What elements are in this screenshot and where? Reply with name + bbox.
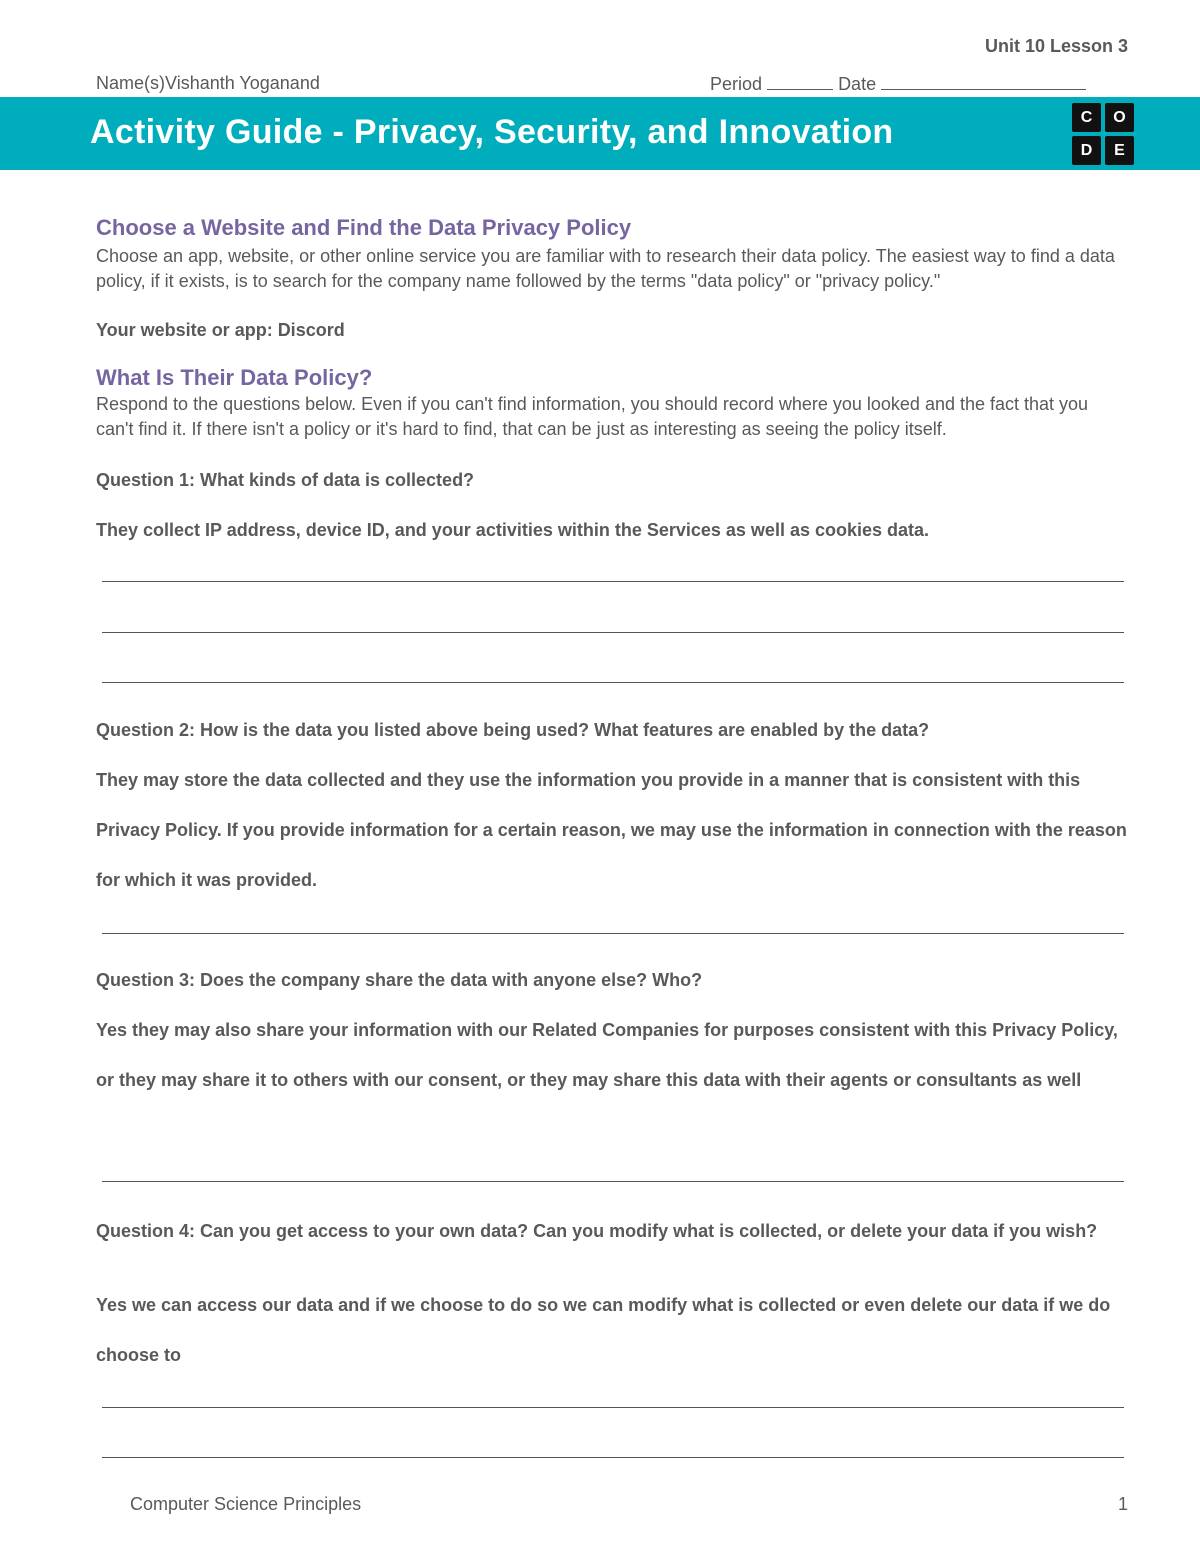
website-label: Your website or app: <box>96 320 278 340</box>
section-heading-data-policy: What Is Their Data Policy? <box>96 365 373 390</box>
website-field[interactable]: Discord <box>277 320 345 340</box>
answer-line <box>102 1181 1124 1182</box>
question-2: Question 2: How is the data you listed above being used? What features are enabled by the data? <box>96 720 930 740</box>
logo-letter: O <box>1105 103 1134 132</box>
footer-course: Computer Science Principles <box>130 1494 362 1514</box>
unit-lesson-label: Unit 10 Lesson 3 <box>984 36 1128 56</box>
name-label: Name(s) <box>96 73 166 93</box>
logo-letter: E <box>1105 136 1134 165</box>
question-1: Question 1: What kinds of data is collected? <box>96 470 475 490</box>
answer-3[interactable]: Yes they may also share your information with our Related Companies for purposes consistent with this Privacy Policy, or they may share it to others with our consent, or they may share this data with their agents or consultants as well <box>96 1020 1118 1090</box>
answer-line <box>102 933 1124 934</box>
answer-4[interactable]: Yes we can access our data and if we choose to do so we can modify what is collected or even delete our data if we do choose to <box>96 1295 1111 1365</box>
answer-line <box>102 1407 1124 1408</box>
answer-line <box>102 632 1124 633</box>
question-4: Question 4: Can you get access to your own data? Can you modify what is collected, or delete your data if you wish? <box>96 1221 1098 1241</box>
section-heading-choose-website: Choose a Website and Find the Data Privacy Policy <box>96 215 632 240</box>
name-field[interactable]: Vishanth Yoganand <box>165 73 320 93</box>
period-field[interactable] <box>767 73 833 90</box>
date-label: Date <box>838 74 877 94</box>
logo-letter: C <box>1072 103 1101 132</box>
section-intro-data-policy: Respond to the questions below. Even if you can't find information, you should record where you looked and the fact that you can't find it. If there isn't a policy or it's hard to find, that can be just as interesting as seeing the policy itself. <box>96 394 1089 439</box>
page-number: 1 <box>1118 1494 1129 1514</box>
answer-1[interactable]: They collect IP address, device ID, and your activities within the Services as well as cookies data. <box>96 520 930 540</box>
page-title: Activity Guide - Privacy, Security, and Innovation <box>90 113 894 151</box>
answer-2[interactable]: They may store the data collected and they use the information you provide in a manner that is consistent with this Privacy Policy. If you provide information for a certain reason, we may use the information in connection with the reason for which it was provided. <box>96 770 1127 890</box>
answer-line <box>102 682 1124 683</box>
question-3: Question 3: Does the company share the data with anyone else? Who? <box>96 970 703 990</box>
answer-line <box>102 1457 1124 1458</box>
answer-line <box>102 581 1124 582</box>
code-logo <box>1072 103 1134 165</box>
date-field[interactable] <box>881 73 1086 90</box>
period-label: Period <box>710 74 763 94</box>
section-intro-choose-website: Choose an app, website, or other online service you are familiar with to research their data policy. The easiest way to find a data policy, if it exists, is to search for the company name followed by the terms "data policy" or "privacy policy." <box>96 246 1115 291</box>
name-line <box>96 73 320 94</box>
website-answer-line <box>96 320 1136 341</box>
logo-letter: D <box>1072 136 1101 165</box>
period-date-line <box>710 73 1086 95</box>
